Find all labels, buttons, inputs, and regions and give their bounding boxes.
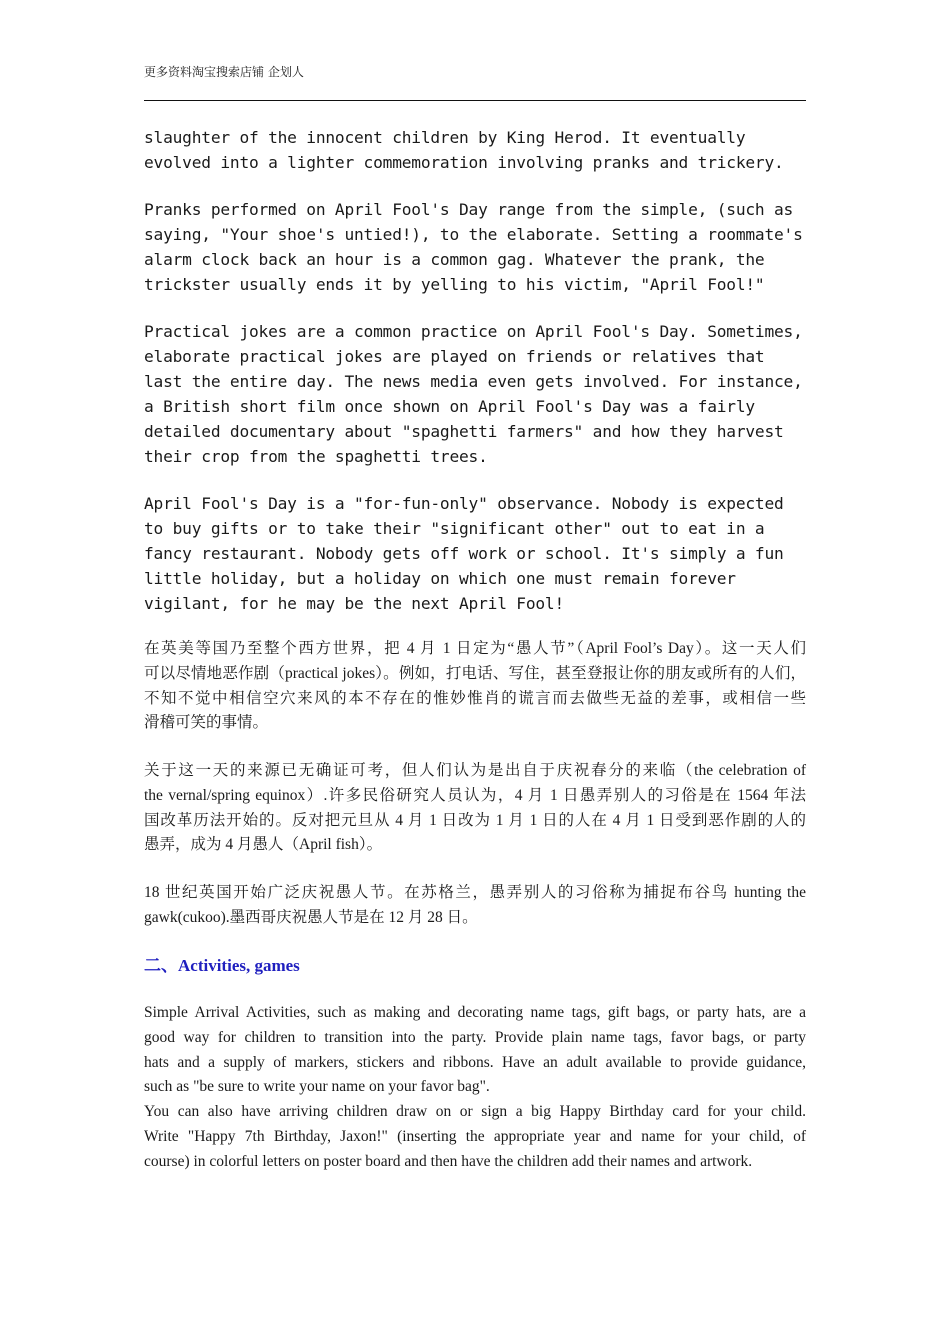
mono-paragraph-3: Practical jokes are a common practice on April Fool's Day. Sometimes, elaborate practical jokes are played on friends or relatives that last the entire day. The news media even gets involved. For instance, a British short film once shown on April Fool's Day was a fairly detailed documentary about "spaghetti farmers" and how they harvest their crop from the spaghetti trees. [144,322,803,466]
english-paragraph-2: You can also have arriving children draw on or sign a big Happy Birthday card for your child. Write "Happy 7th Birthday, Jaxon!" (inserting the appropriate year and name for your child, of course) in colorful letters on poster board and then have the children add their names and artwork. [144,1103,806,1170]
mono-paragraph-1: slaughter of the innocent children by King Herod. It eventually evolved into a lighter commemoration involving pranks and trickery. [144,128,784,172]
header-divider [144,100,806,101]
page-header: 更多资料淘宝搜索店铺 企划人 [144,65,304,79]
chinese-paragraph-3: 18 世纪英国开始广泛庆祝愚人节。在苏格兰，愚弄别人的习俗称为捕捉布谷鸟 hunting the gawk(cukoo).墨西哥庆祝愚人节是在 12 月 28 日。 [144,884,806,926]
mono-paragraph-4: April Fool's Day is a "for-fun-only" observance. Nobody is expected to buy gifts or to take their "significant other" out to eat in a fancy restaurant. Nobody gets off work or school. It's simply a fun little holiday, but a holiday on which one must remain forever vigilant, for he may be the next April Fool! [144,494,784,613]
chinese-paragraph-2: 关于这一天的来源已无确证可考，但人们认为是出自于庆祝春分的来临（the celebration of the vernal/spring equinox）.许多民俗研究人员认为，4 月 1 日愚弄别人的习俗是在 1564 年法 国改革历法开始的。反对把元旦从 4 月 1 日改为 1 月 1 日的人在 4 月 1 日受到恶作剧的人的 愚弄，成为 4 月愚人（April fish）。 [144,762,806,854]
section-heading: 二、Activities, games [144,956,300,975]
english-paragraph-1: Simple Arrival Activities, such as making and decorating name tags, gift bags, or party hats, are a good way for children to transition into the party. Provide plain name tags, favor bags, or party hats and a supply of markers, stickers and ribbons. Have an adult available to provide guidance, such as "be sure to write your name on your favor bag". [144,1004,806,1096]
mono-paragraph-2: Pranks performed on April Fool's Day range from the simple, (such as saying, "Your shoe's untied!), to the elaborate. Setting a roommate's alarm clock back an hour is a common gag. Whatever the prank, the trickster usually ends it by yelling to his victim, "April Fool!" [144,200,803,294]
chinese-paragraph-1: 在英美等国乃至整个西方世界，把 4 月 1 日定为“愚人节”（April Fool’s Day）。这一天人们 可以尽情地恶作剧（practical jokes）。例如，打电话、写住，甚至登报让你的朋友或所有的人们， 不知不觉中相信空穴来风的本不存在的惟妙惟肖的谎言而去做些无益的差事，或相信一些 滑稽可笑的事情。 [144,640,806,732]
